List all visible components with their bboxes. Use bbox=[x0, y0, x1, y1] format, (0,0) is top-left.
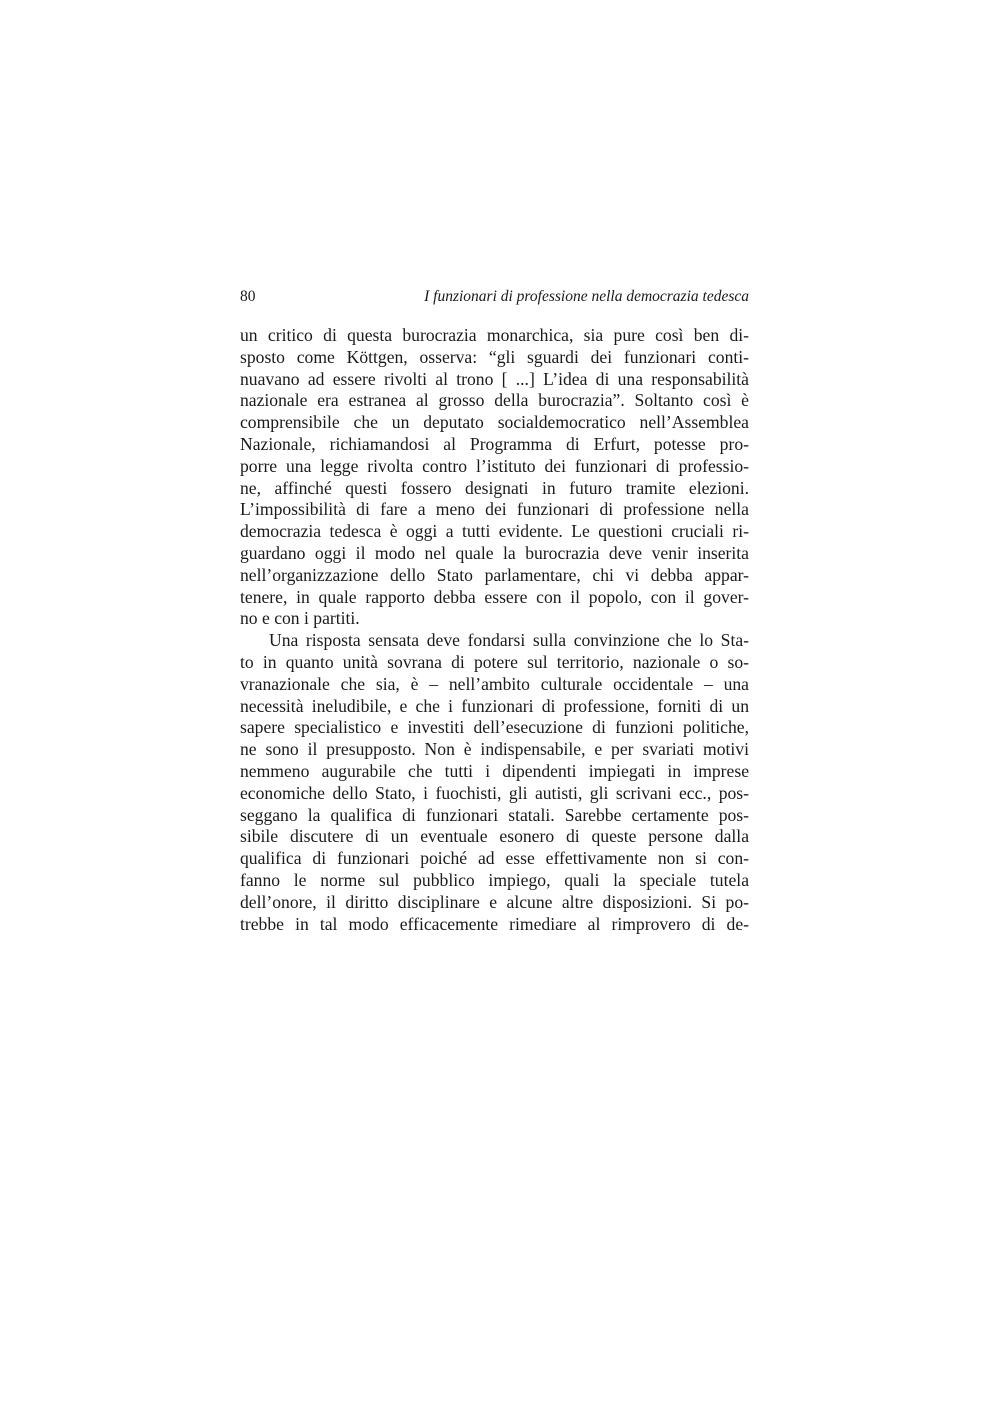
page-header bbox=[240, 288, 749, 310]
text-line: Una risposta sensata deve fondarsi sulla convinzione che lo Sta- bbox=[269, 630, 749, 651]
text-line: no e con i partiti. bbox=[240, 608, 360, 629]
paragraph-2 bbox=[240, 630, 749, 935]
text-line: L’impossibilità di fare a meno dei funzionari di professione nella bbox=[240, 499, 749, 520]
text-line: seggano la qualifica di funzionari statali. Sarebbe certamente pos- bbox=[240, 804, 749, 825]
text-line: guardano oggi il modo nel quale la burocrazia deve venir inserita bbox=[240, 542, 749, 563]
running-title: I funzionari di professione nella democrazia tedesca bbox=[424, 288, 749, 305]
text-line: nuavano ad essere rivolti al trono [ ...] L’idea di una responsabilità bbox=[240, 368, 749, 389]
text-line: necessità ineludibile, e che i funzionari di professione, forniti di un bbox=[240, 695, 749, 716]
text-line: dell’onore, il diritto disciplinare e alcune altre disposizioni. Si po- bbox=[240, 891, 749, 912]
text-line: nemmeno augurabile che tutti i dipendenti impiegati in imprese bbox=[240, 760, 749, 781]
text-line: ne sono il presupposto. Non è indispensabile, e per svariati motivi bbox=[240, 739, 749, 760]
text-line: nazionale era estranea al grosso della burocrazia”. Soltanto così è bbox=[240, 390, 749, 411]
text-line: economiche dello Stato, i fuochisti, gli autisti, gli scrivani ecc., pos- bbox=[240, 782, 749, 803]
text-line: sibile discutere di un eventuale esonero di queste persone dalla bbox=[240, 826, 749, 847]
text-line: nell’organizzazione dello Stato parlamentare, chi vi debba appar- bbox=[240, 564, 749, 585]
text-line: tenere, in quale rapporto debba essere con il popolo, con il gover- bbox=[240, 586, 749, 607]
text-line: sposto come Köttgen, osserva: “gli sguardi dei funzionari conti- bbox=[240, 346, 749, 367]
text-line: fanno le norme sul pubblico impiego, quali la speciale tutela bbox=[240, 869, 749, 890]
text-line: qualifica di funzionari poiché ad esse effettivamente non si con- bbox=[240, 848, 749, 869]
text-line: democrazia tedesca è oggi a tutti evidente. Le questioni cruciali ri- bbox=[240, 521, 749, 542]
paragraph-1 bbox=[240, 325, 749, 630]
text-line: to in quanto unità sovrana di potere sul territorio, nazionale o so- bbox=[240, 651, 749, 672]
body-text bbox=[240, 325, 749, 935]
text-line: trebbe in tal modo efficacemente rimediare al rimprovero di de- bbox=[240, 913, 749, 934]
page-number: 80 bbox=[240, 288, 256, 305]
text-line: sapere specialistico e investiti dell’esecuzione di funzioni politiche, bbox=[240, 717, 749, 738]
text-line: ne, affinché questi fossero designati in futuro tramite elezioni. bbox=[240, 477, 749, 498]
text-line: comprensibile che un deputato socialdemocratico nell’Assemblea bbox=[240, 412, 749, 433]
text-line: Nazionale, richiamandosi al Programma di Erfurt, potesse pro- bbox=[240, 433, 749, 454]
text-line: porre una legge rivolta contro l’istituto dei funzionari di professio- bbox=[240, 455, 749, 476]
text-line: vranazionale che sia, è – nell’ambito culturale occidentale – una bbox=[240, 673, 749, 694]
text-line: un critico di questa burocrazia monarchica, sia pure così ben di- bbox=[240, 325, 749, 345]
